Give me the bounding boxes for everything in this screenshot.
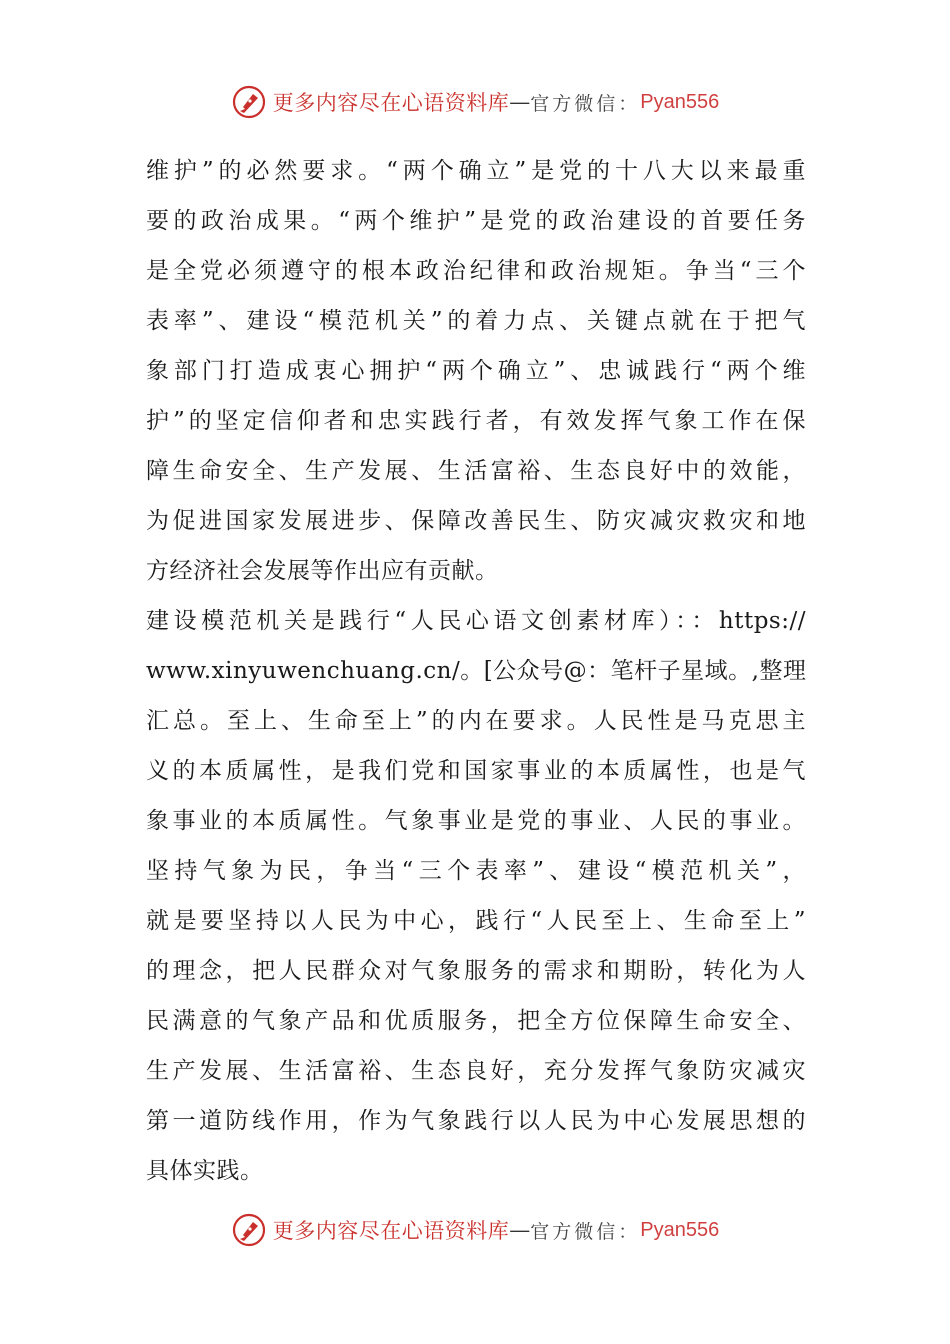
body-line: 第一道防线作用，作为气象践行以人民为中心发展思想的 bbox=[146, 1108, 806, 1134]
body-line: 汇总。至上、生命至上”的内在要求。人民性是马克思主 bbox=[146, 708, 806, 734]
body-line: 维护”的必然要求。“两个确立”是党的十八大以来最重 bbox=[146, 158, 806, 184]
body-line: 坚持气象为民，争当“三个表率”、建设“模范机关”， bbox=[146, 858, 806, 884]
banner-dash: — bbox=[509, 90, 531, 114]
banner-official-label: 官方微信： bbox=[530, 92, 641, 115]
body-line: 的理念，把人民群众对气象服务的需求和期盼，转化为人 bbox=[146, 958, 806, 984]
banner-wechat-id: Pyan556 bbox=[640, 1218, 720, 1241]
body-line: 表率”、建设“模范机关”的着力点、关键点就在于把气 bbox=[146, 308, 806, 334]
body-line: 就是要坚持以人民为中心，践行“人民至上、生命至上” bbox=[146, 908, 806, 934]
body-line: 具体实践。 bbox=[146, 1158, 264, 1184]
body-line: 民满意的气象产品和优质服务，把全方位保障生命安全、 bbox=[146, 1008, 806, 1034]
banner-official-label: 官方微信： bbox=[530, 1220, 641, 1243]
body-line: 障生命安全、生产发展、生活富裕、生态良好中的效能， bbox=[146, 458, 806, 484]
footer-banner bbox=[0, 1208, 950, 1252]
body-line: 为促进国家发展进步、保障改善民生、防灾减灾救灾和地 bbox=[146, 508, 806, 534]
pen-nib-logo-icon bbox=[231, 84, 267, 120]
banner-wechat-id: Pyan556 bbox=[640, 90, 720, 113]
body-line: 是全党必须遵守的根本政治纪律和政治规矩。争当“三个 bbox=[146, 258, 806, 284]
body-line: 象事业的本质属性。气象事业是党的事业、人民的事业。 bbox=[146, 808, 806, 834]
header-banner bbox=[0, 80, 950, 124]
body-line: 义的本质属性，是我们党和国家事业的本质属性，也是气 bbox=[146, 758, 806, 784]
document-body bbox=[146, 146, 806, 1196]
pen-nib-logo-icon bbox=[231, 1212, 267, 1248]
banner-slogan: 更多内容尽在心语资料库 bbox=[272, 91, 510, 115]
body-line-url: www.xinyuwenchuang.cn/。[公众号@：笔杆子星域。,整理 bbox=[146, 658, 806, 684]
body-line: 方经济社会发展等作出应有贡献。 bbox=[146, 558, 499, 584]
banner-dash: — bbox=[509, 1218, 531, 1242]
body-line: 护”的坚定信仰者和忠实践行者，有效发挥气象工作在保 bbox=[146, 408, 806, 434]
banner-slogan: 更多内容尽在心语资料库 bbox=[272, 1219, 510, 1243]
body-line: 生产发展、生活富裕、生态良好，充分发挥气象防灾减灾 bbox=[146, 1058, 806, 1084]
body-line: 要的政治成果。“两个维护”是党的政治建设的首要任务 bbox=[146, 208, 806, 234]
body-line: 象部门打造成衷心拥护“两个确立”、忠诚践行“两个维 bbox=[146, 358, 806, 384]
body-line: 建设模范机关是践行“人民心语文创素材库）：：https:// bbox=[146, 608, 806, 634]
